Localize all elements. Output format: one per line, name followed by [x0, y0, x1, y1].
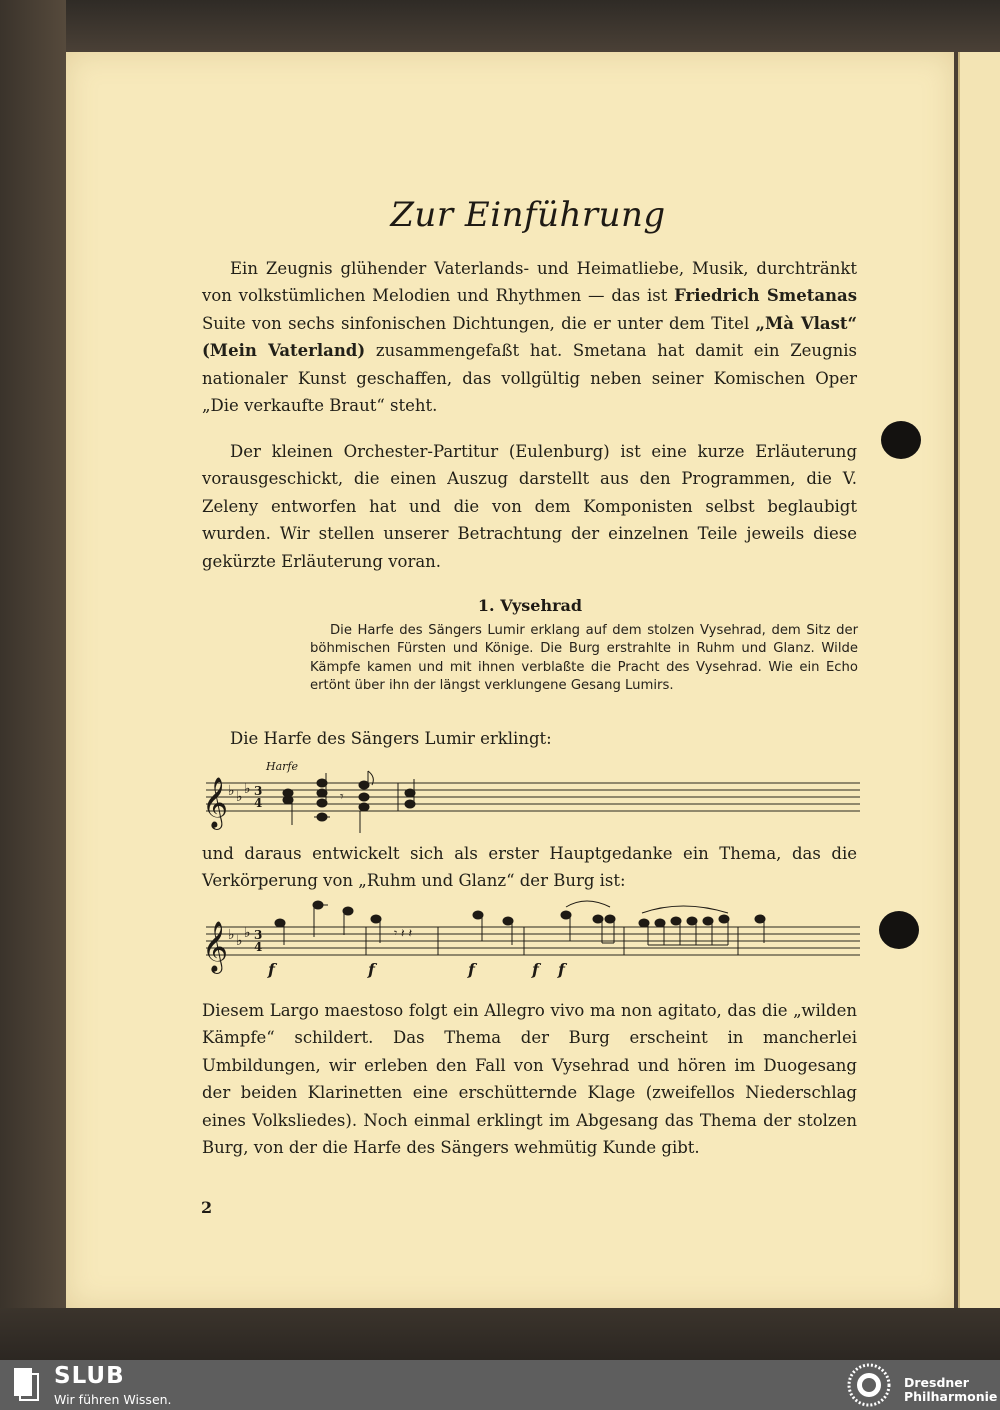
slur [642, 906, 728, 913]
philharmonie-logo-icon [842, 1362, 896, 1408]
time-signature: 3 [254, 928, 263, 942]
rest-icon: 𝄾 𝄽 𝄽 [394, 926, 413, 940]
dynamic-marking: f [532, 960, 539, 979]
dynamic-marking: f [368, 960, 375, 979]
instrument-label: Harfe [266, 760, 298, 773]
flat-icon: ♭ [228, 783, 235, 799]
slub-logo-icon [12, 1366, 42, 1402]
punch-hole [881, 421, 921, 459]
page-title: Zur Einführung [390, 195, 666, 235]
closing-paragraph: Diesem Largo maestoso folgt ein Allegro vivo ma non agitato, das die „wilden Kämpfe“ schildert. Das Thema der Burg erscheint in mancherlei Umbildungen, wir erleben den Fall von Vysehrad und hören im Duogesang der beiden Klarinetten eine erschütternde Klage (zweifellos Niederschlag eines Volksliedes). Noch einmal erklingt im Abgesang das Thema der stolzen Burg, von der die Harfe des Sängers wehmütig Kunde gibt. [202, 1001, 857, 1158]
slur [566, 901, 610, 907]
scan-background-bottom [0, 1308, 1000, 1360]
scan-background-top [0, 0, 1000, 52]
music-intro-line-1: Die Harfe des Sängers Lumir erklingt: [230, 729, 552, 748]
dynamic-marking: f [268, 960, 275, 979]
time-signature: 4 [254, 796, 263, 810]
section-heading: 1. Vysehrad [477, 596, 583, 615]
treble-clef-icon: 𝄞 [202, 777, 229, 828]
intro-paragraph-2: Der kleinen Orchester-Partitur (Eulenburg) ist eine kurze Erläuterung vorausgeschickt, die einen Auszug darstellt aus den Programmen, die V. Zeleny entworfen hat und die von dem Komponisten selbst beglaubigt wurden. Wir stellen unserer Betrachtung der einzelnen Teile jeweils diese gekürzte Erläuterung voran. [202, 442, 857, 571]
section-summary: Die Harfe des Sängers Lumir erklang auf dem stolzen Vysehrad, dem Sitz der böhmischen Fürsten und Könige. Die Burg erstrahlte in Ruhm und Glanz. Wilde Kämpfe kamen und mit ihnen verblaßte die Pracht des Vysehrad. Wie ein Echo ertönt über ihn der längst verklungene Gesang Lumirs. [310, 623, 858, 693]
flat-icon: ♭ [244, 781, 251, 797]
partner-name-line-1: Dresdner [904, 1375, 969, 1390]
punch-hole [879, 911, 919, 949]
flat-icon: ♭ [236, 789, 243, 805]
composer-name: Friedrich Smetanas [674, 286, 857, 306]
partner-name-line-2: Philharmonie [904, 1389, 998, 1404]
footer-bar [0, 1360, 1000, 1410]
work-title: „Mà Vlast“ (Mein Vaterland) [202, 313, 857, 361]
time-signature: 4 [254, 940, 263, 954]
intro-paragraph-1 [202, 255, 857, 419]
music-example-harp [198, 755, 862, 835]
treble-clef-icon: 𝄞 [202, 921, 229, 972]
slub-name: SLUB [54, 1363, 125, 1389]
text-run: Ein Zeugnis glühender Vaterlands- und Heimatliebe, Musik, durchtränkt von volkstümlichen Melodien und Rhythmen — das ist [202, 259, 857, 306]
adjacent-page-edge [958, 52, 1000, 1308]
dynamic-marking: f [468, 960, 475, 979]
time-signature: 3 [254, 784, 263, 798]
theme-notes [275, 901, 765, 955]
dynamic-marking: f [558, 960, 565, 979]
rest-icon: 𝄾 [340, 789, 344, 805]
text-run: Suite von sechs sinfonischen Dichtungen, die er unter dem Titel [202, 313, 756, 333]
flat-icon: ♭ [236, 933, 243, 949]
page-number: 2 [201, 1198, 213, 1217]
note-chords [283, 771, 415, 833]
flat-icon: ♭ [228, 927, 235, 943]
music-example-theme [198, 895, 862, 987]
flat-icon: ♭ [244, 925, 251, 941]
music-intro-line-2: und daraus entwickelt sich als erster Hauptgedanke ein Thema, das die Verkörperung von „Ruhm und Glanz“ der Burg ist: [202, 844, 857, 891]
slub-tagline: Wir führen Wissen. [54, 1392, 172, 1407]
text-run: zusammengefaßt hat. Smetana hat damit ein Zeugnis nationaler Kunst geschaffen, das vollgültig neben seiner Komischen Oper „Die verkaufte Braut“ steht. [202, 341, 857, 416]
